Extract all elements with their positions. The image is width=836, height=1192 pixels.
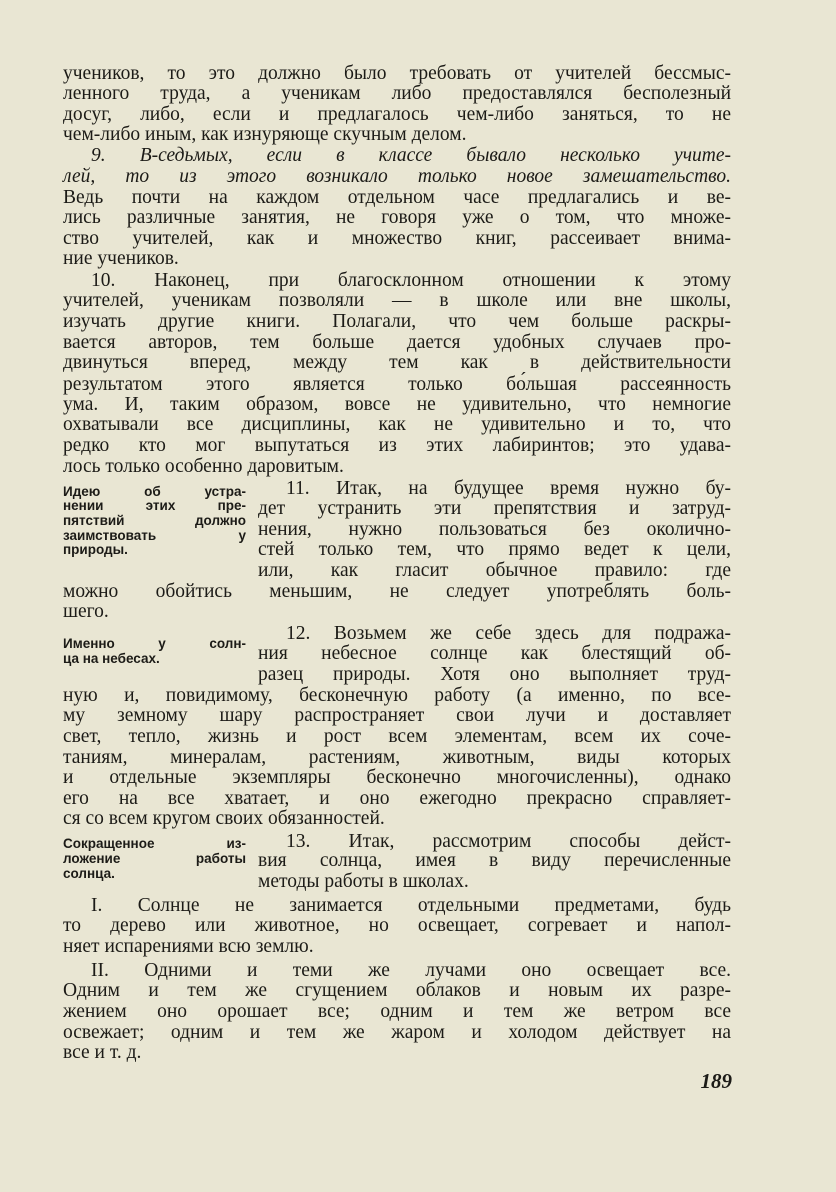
text-line: все и т. д.	[63, 1042, 142, 1064]
text-line: ную и, повидимому, бесконечную работу (а именно, по все-	[63, 684, 731, 706]
text-line: няет испарениями всю землю.	[63, 935, 314, 957]
text-line: таниям, минералам, растениям, животным, виды которых	[63, 746, 731, 768]
text-line: его на все хватает, и оно ежегодно прекрасно справляет-	[63, 787, 731, 809]
text-line: 9. В-седьмых, если в классе бывало несколько учите-	[91, 145, 731, 167]
text-line: лось только особенно даровитым.	[63, 455, 344, 477]
margin-note-line: заимствовать у	[63, 527, 246, 543]
text-line: методы работы в школах.	[258, 870, 469, 892]
text-line: изучать другие книги. Полагали, что чем больше раскры-	[63, 310, 731, 332]
text-line: ленного труда, а ученикам либо предоставлялся бесполезный	[63, 83, 731, 105]
text-line: учителей, ученикам позволяли — в школе или вне школы,	[63, 290, 731, 312]
text-line: Ведь почти на каждом отдельном часе предлагались и ве-	[63, 186, 731, 208]
text-line: то дерево или животное, но освещает, согревает и напол-	[63, 915, 731, 937]
margin-note-line: ложение работы	[63, 851, 246, 867]
text-line: 13. Итак, рассмотрим способы дейст-	[286, 830, 731, 852]
text-line: ния небесное солнце как блестящий об-	[258, 643, 731, 665]
text-line: освежает; одним и тем же жаром и холодом действует на	[63, 1021, 731, 1043]
text-line: и отдельные экземпляры бесконечно многочисленны), однако	[63, 767, 731, 789]
text-line: стей только тем, что прямо ведет к цели,	[258, 538, 731, 560]
text-line: чем-либо иным, как изнуряюще скучным делом.	[63, 124, 467, 146]
margin-note-line: солнца.	[63, 865, 115, 881]
text-line: или, как гласит обычное правило: где	[258, 560, 731, 582]
text-line: дет устранить эти препятствия и затруд-	[258, 498, 731, 520]
text-line: ся со всем кругом своих обязанностей.	[63, 807, 385, 829]
text-line: шего.	[63, 600, 109, 622]
margin-note-line: Сокращенное из-	[63, 836, 246, 852]
text-line: 11. Итак, на будущее время нужно бу-	[286, 477, 731, 499]
margin-note-line: Идею об устра-	[63, 483, 246, 499]
text-line: результатом этого является только бо́льшая рассеянность	[63, 373, 731, 395]
margin-note-line: ца на небесах.	[63, 650, 160, 666]
text-line: му земному шару распространяет свои лучи и доставляет	[63, 705, 731, 727]
text-line: Одним и тем же сгущением облаков и новым их разре-	[63, 980, 731, 1002]
text-line: ума. И, таким образом, вовсе не удивительно, что немногие	[63, 393, 731, 415]
text-line: ние учеников.	[63, 248, 179, 269]
text-line: 12. Возьмем же себе здесь для подража-	[286, 622, 731, 644]
text-line: досуг, либо, если и предлагалось чем-либо заняться, то не	[63, 103, 731, 125]
text-line: жением оно орошает все; одним и тем же ветром все	[63, 1001, 731, 1023]
margin-note-line: Именно у солн-	[63, 635, 246, 651]
text-line: нения, нужно пользоваться без околично-	[258, 518, 731, 540]
text-line: I. Солнце не занимается отдельными предметами, будь	[91, 894, 731, 916]
margin-note-line: нении этих пре-	[63, 498, 246, 514]
text-line: свет, тепло, жизнь и рост всем элементам, всем их соче-	[63, 726, 731, 748]
text-line: ство учителей, как и множество книг, рассеивает внима-	[63, 227, 731, 249]
text-line: вается авторов, тем больше дается удобных случаев про-	[63, 331, 731, 353]
text-line: II. Одними и теми же лучами оно освещает все.	[91, 959, 731, 981]
text-line: охватывали все дисциплины, как не удивительно и то, что	[63, 414, 731, 436]
text-line: можно обойтись меньшим, не следует употреблять боль-	[63, 580, 731, 602]
text-line: лись различные занятия, не говоря уже о том, что множе-	[63, 207, 731, 229]
margin-note-line: пятствий должно	[63, 512, 246, 528]
page-number: 189	[700, 1068, 732, 1093]
text-line: двинуться вперед, между тем как в действительности	[63, 352, 731, 374]
text-line: лей, то из этого возникало только новое замешательство.	[63, 165, 731, 187]
text-line: 10. Наконец, при благосклонном отношении к этому	[91, 270, 731, 291]
text-line: вия солнца, имея в виду перечисленные	[258, 850, 731, 872]
text-line: учеников, то это должно было требовать от учителей бессмыс-	[63, 63, 731, 84]
text-line: разец природы. Хотя оно выполняет труд-	[258, 664, 731, 686]
text-line: редко кто мог выпутаться из этих лабиринтов; это удава-	[63, 435, 731, 457]
margin-note-line: природы.	[63, 542, 128, 558]
